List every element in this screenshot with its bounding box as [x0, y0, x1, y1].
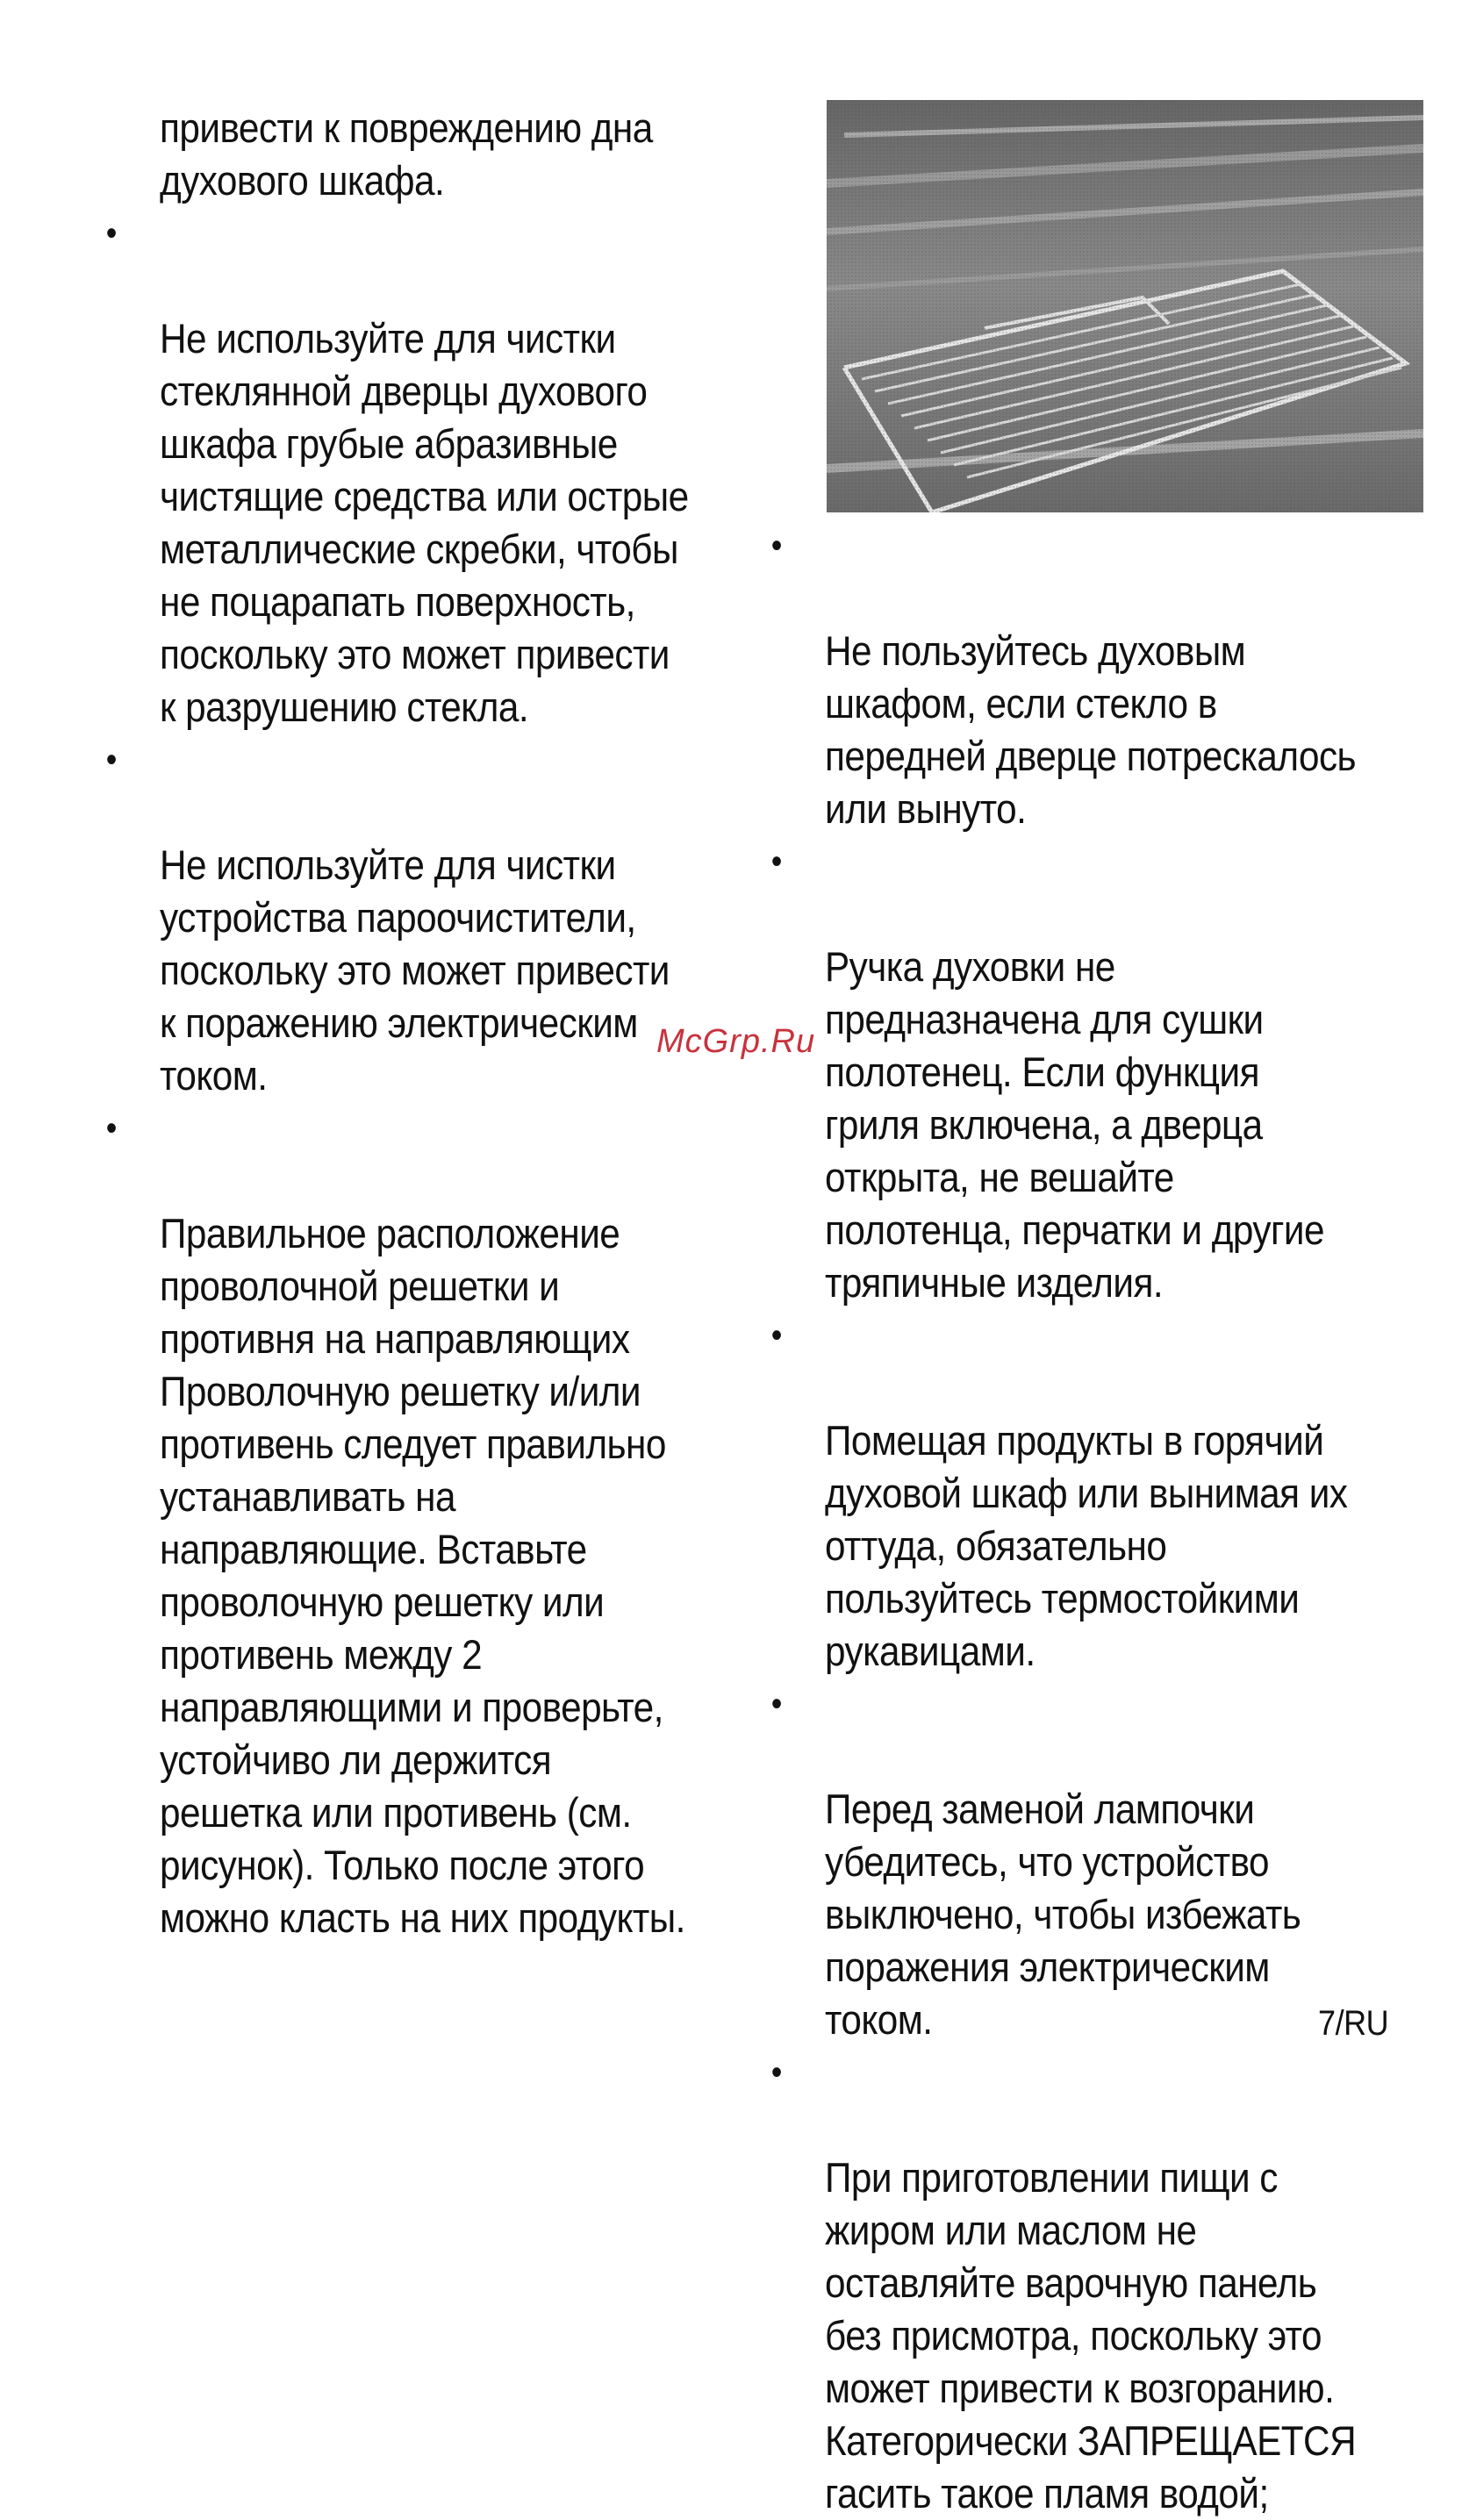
list-item	[105, 734, 719, 1102]
bullet-icon: •	[770, 526, 782, 565]
list-item	[105, 1102, 719, 1944]
list-item	[770, 1678, 1394, 2046]
page-number: 7/RU	[1318, 2004, 1389, 2043]
left-column	[105, 102, 719, 1944]
list-item	[105, 207, 719, 734]
list-item-text: Перед заменой лампочки убедитесь, что устройство выключено, чтобы избежать поражения электрическим током.	[825, 1786, 1301, 2043]
list-item-text: Правильное расположение проволочной решетки и противня на направляющих Проволочную решетку и/или противень следует правильно устанавливать на направляющие. Вставьте проволочную решетку или противень между 2 направляющими и проверьте, устойчиво ли держится решетка или противень (см. рисунок). Только после этого можно класть на них продукты.	[160, 1210, 685, 1941]
list-item	[770, 1309, 1394, 1678]
list-item	[770, 835, 1394, 1309]
continuation-text: привести к повреждению дна духового шкафа.	[160, 104, 653, 204]
list-item-text: При приготовлении пищи с жиром или маслом не оставляйте варочную панель без присмотра, поскольку это может привести к возгоранию. Категорически ЗАПРЕЩАЕТСЯ гасить такое пламя водой;	[825, 2154, 1357, 2516]
bullet-icon: •	[770, 842, 782, 881]
right-column	[770, 519, 1394, 2520]
wire-rack-illustration	[827, 100, 1423, 512]
list-item-text: Помещая продукты в горячий духовой шкаф или вынимая их оттуда, обязательно пользуйтесь термостойкими рукавицами.	[825, 1417, 1348, 1674]
list-item	[770, 519, 1394, 835]
watermark-logo: McGrp.Ru	[656, 1023, 816, 1060]
oven-rack-photo	[827, 100, 1423, 512]
list-item-text: Не используйте для чистки стеклянной дверцы духового шкафа грубые абразивные чистящие средства или острые металлические скребки, чтобы не поцарапать поверхность, поскольку это может привести к разрушению стекла.	[160, 315, 689, 730]
list-item	[770, 2046, 1394, 2520]
list-item-text: Не используйте для чистки устройства пароочистители, поскольку это может привести к поражению электрическим током.	[160, 841, 670, 1099]
bullet-icon: •	[105, 741, 117, 779]
bullet-icon: •	[105, 1109, 117, 1148]
bullet-icon: •	[770, 2053, 782, 2092]
bullet-icon: •	[770, 1685, 782, 1723]
bullet-icon: •	[770, 1316, 782, 1355]
list-item-text: Не пользуйтесь духовым шкафом, если стекло в передней дверце потрескалось или вынуто.	[825, 627, 1357, 832]
bullet-icon: •	[105, 214, 117, 253]
list-item-text: Ручка духовки не предназначена для сушки полотенец. Если функция гриля включена, а дверца открыта, не вешайте полотенца, перчатки и другие тряпичные изделия.	[825, 943, 1324, 1306]
